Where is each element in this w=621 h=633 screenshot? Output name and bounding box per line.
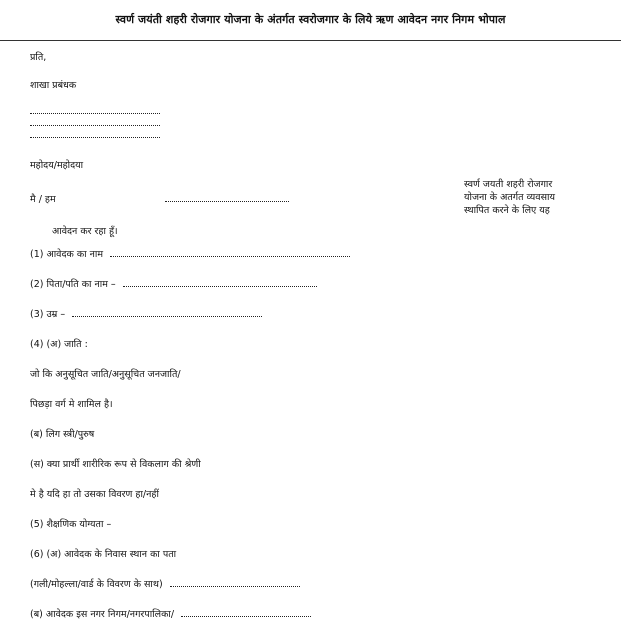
caste-line-2: जो कि अनुसूचित जाति/अनुसूचित जनजाति/ (30, 369, 181, 380)
form-title: स्वर्ण जयंती शहरी रोजगार योजना के अंतर्गत स्वरोजगार के लिये ऋण आवेदन नगर निगम भोपाल (115, 13, 506, 26)
age-blank (72, 315, 262, 317)
address-detail-blank (170, 585, 300, 587)
name-blank (165, 200, 289, 202)
father-husband-name-label: (2) पिता/पति का नाम – (30, 279, 116, 290)
address-blank-line-1 (30, 112, 160, 114)
address-detail-label: (गली/मोहल्ला/वार्ड के विवरण के साथ) (30, 579, 163, 590)
caste-line-3: पिछड़ा वर्ग मे शामिल है। (30, 399, 113, 410)
field-address: (6) (अ) आवेदक के निवास स्थान का पता (30, 549, 177, 560)
salutation-to: प्रति, (30, 52, 47, 63)
address-blank-line-3 (30, 136, 160, 138)
field-gender: (ब) लिग स्त्री/पुरुष (30, 429, 95, 440)
address-blank-line-2 (30, 124, 160, 126)
field-caste: (4) (अ) जाति : (30, 339, 88, 350)
field-father-husband-name (30, 279, 317, 291)
intro-prefix: मै / हम (30, 194, 56, 205)
intro-row (30, 194, 289, 206)
municipality-label: (ब) आवेदक इस नगर निगम/नगरपालिका/ (30, 609, 175, 620)
field-disability-line-1: (स) क्या प्रार्थी शारीरिक रूप से विकलाग की श्रेणी (30, 459, 201, 470)
field-disability-line-2: मे है यदि हा तो उसका विवरण हा/नहीं (30, 489, 159, 500)
addressee: शाखा प्रबंधक (30, 80, 77, 91)
side-text-line-1: स्वर्ण जयती शहरी रोजगार (464, 179, 553, 190)
applicant-name-blank (110, 255, 350, 257)
applicant-name-label: (1) आवेदक का नाम (30, 249, 104, 260)
side-text-line-3: स्थापित करने के लिए यह (464, 205, 550, 216)
intro-side-text (464, 178, 592, 217)
greeting: महोदय/महोदया (30, 160, 84, 171)
field-education: (5) शैक्षणिक योग्यता – (30, 519, 112, 530)
field-address-detail (30, 579, 300, 591)
field-municipality (30, 609, 311, 621)
field-age (30, 309, 262, 321)
side-text-line-2: योजना के अतर्गत व्यवसाय (464, 192, 555, 203)
field-applicant-name (30, 249, 350, 261)
father-husband-name-blank (123, 285, 317, 287)
age-label: (3) उम्र – (30, 309, 66, 320)
title-divider (0, 40, 621, 41)
intro-suffix: आवेदन कर रहा हूँ। (52, 226, 118, 237)
municipality-blank (181, 615, 311, 617)
